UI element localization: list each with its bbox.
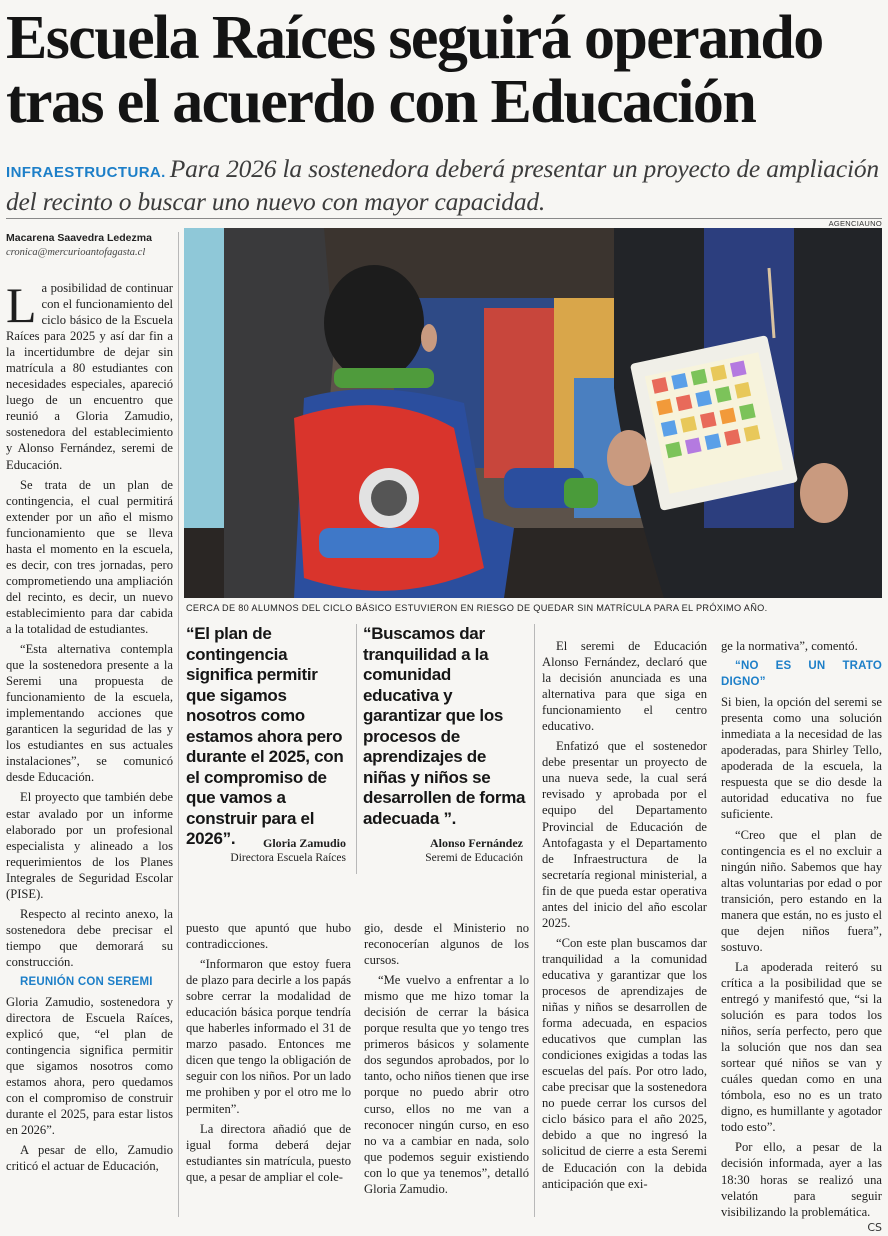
paragraph: “Informaron que estoy fuera de plazo para decirle a los papás sobre cerrar la modalidad de educación básica porque tendría que haberles informado el 31 de marzo pasado. Entonces me dicen que tengo la obligación de seguir con los niños. Por un lado me prohiben y por el otro me lo permiten”. bbox=[186, 957, 351, 1116]
section-kicker: INFRAESTRUCTURA. bbox=[6, 164, 166, 181]
paragraph: Gloria Zamudio, sostenedora y directora de Escuela Raíces, explicó que, “el plan de contingencia significa permitir que sigamos nosotros como estamos ahora, pero quedamos con el compromiso de construir durante el 2025, para estar listos en 2026”. bbox=[6, 995, 173, 1138]
subtitle: Para 2026 la sostenedora deberá presentar un proyecto de ampliación del recinto o buscar uno nuevo con mayor capacidad. bbox=[6, 154, 879, 216]
headline: Escuela Raíces seguirá operando tras el acuerdo con Educación bbox=[6, 4, 823, 136]
paragraph: A pesar de ello, Zamudio criticó el actuar de Educación, bbox=[6, 1143, 173, 1174]
lead-paragraph: La posibilidad de continuar con el funcionamiento del ciclo básico de la Escuela Raíces para 2025 y así dar fin a la incertidumbre de dejar sin matrícula a 80 estudiantes con necesidades especiales, apareció luego de un encuentro que reunió a Gloria Zamudio, sostenedora del establecimiento y Alonso Fernández, seremi de Educación. bbox=[6, 277, 173, 472]
header-rule bbox=[6, 218, 882, 219]
paragraph: gio, desde el Ministerio no reconocerían algunos de los cursos. bbox=[364, 921, 529, 968]
quote-2-role: Seremi de Educación bbox=[425, 852, 523, 864]
paragraph: La apoderada reiteró su crítica a la posibilidad que se entregó y manifestó que, “si la solución es para todos los niños, sería perfecto, pero que la solución que nos dan sea sortear qué niños se van y cuáles quedan como en una tómbola, eso no es un trato digno, es humillante y agotador todo esto”. bbox=[721, 959, 882, 1135]
column-rule bbox=[178, 232, 179, 1217]
quote-1-name: Gloria Zamudio bbox=[262, 836, 346, 850]
quote-2-name: Alonso Fernández bbox=[430, 836, 523, 850]
paragraph: Por ello, a pesar de la decisión informada, ayer a las 18:30 horas se realizó una velatón para seguir visibilizando la problemática. CS bbox=[721, 1139, 882, 1219]
paragraph: Enfatizó que el sostenedor debe presentar un proyecto de una nueva sede, la cual será revisado y aprobada por el equipo del Departamento Provincial de Educación de Antofagasta y el Departamento de Infraestructura de la secretaría regional ministerial, a fin de que pueda estar operativa antes del inicio del año escolar 2025. bbox=[542, 739, 707, 930]
photo-illustration bbox=[184, 228, 882, 598]
paragraph: “Con este plan buscamos dar tranquilidad a la comunidad educativa y garantizar que los procesos de aprendizajes de niñas y niños se desarrollen de forma adecuada, en espacios educativos que cumplan las condiciones exigidas a todas las escuelas del país. Por otro lado, cabe precisar que la sostenedora no puede cerrar los cursos del ciclo básico para el año 2025, debido a que no ingresó la solicitud de cierre a esta Seremi de Educación con la debida anticipación que exi- bbox=[542, 935, 707, 1191]
paragraph: El seremi de Educación Alonso Fernández, declaró que la decisión anunciada es una alternativa para que siga en funcionamiento el centro educativo. bbox=[542, 639, 707, 734]
paragraph: La directora añadió que de igual forma deberá dejar estudiantes sin matrícula, puesto que, a pesar de ampliar el cole- bbox=[186, 1121, 351, 1184]
subheading-reunion: REUNIÓN CON SEREMI bbox=[20, 975, 153, 988]
paragraph: puesto que apuntó que hubo contradicciones. bbox=[186, 921, 351, 952]
deck bbox=[6, 154, 882, 220]
article-column-4 bbox=[542, 638, 707, 1196]
paragraph: “Creo que el plan de contingencia es el no excluir a ningún niño. Sabemos que hay altas voluntarias por edad o por transición, pero estando en la manera que están, no es justo el que dejen niños fuera”, sostuvo. bbox=[721, 827, 882, 954]
article-photo bbox=[184, 228, 882, 598]
paragraph: “Esta alternativa contempla que la sostenedora presente a la Seremi una propuesta de funcionamiento de la escuela, implementando acciones que garanticen la seguridad de las y los estudiantes en sus actuales instalaciones”, se comunicó desde Educación. bbox=[6, 642, 173, 785]
paragraph: ge la normativa”, comentó. bbox=[721, 639, 858, 653]
quote-1-role: Directora Escuela Raíces bbox=[230, 852, 346, 864]
column-rule bbox=[534, 624, 535, 1217]
author-name: Macarena Saavedra Ledezma bbox=[6, 232, 152, 244]
pull-quote-2: “Buscamos dar tranquilidad a la comunidad educativa y garantizar que los procesos de aprendizajes de niñas y niños se desarrollen de forma adecuada ”. bbox=[363, 624, 526, 828]
end-mark: CS bbox=[867, 1220, 882, 1234]
photo-credit: AGENCIAUNO bbox=[828, 219, 882, 228]
article-column-2 bbox=[186, 920, 351, 1189]
photo-caption: CERCA DE 80 ALUMNOS DEL CICLO BÁSICO ESTUVIERON EN RIESGO DE QUEDAR SIN MATRÍCULA PARA EL PRÓXIMO AÑO. bbox=[186, 603, 768, 613]
paragraph: “Me vuelvo a enfrentar a lo mismo que me hizo tomar la decisión de cerrar la básica porque resulta que yo tengo tres primeros básicos y solamente dos segundos aprobados, por lo tanto, ocho niños tienen que irse porque no puedo abrir otro curso, ellos no me van a reconocer ningún curso, en eso no va a cambiar en nada, solo que podemos seguir existiendo con lo que ya tenemos”, detalló Gloria Zamudio. bbox=[364, 973, 529, 1196]
article-column-3 bbox=[364, 920, 529, 1201]
paragraph: Si bien, la opción del seremi se presenta como una solución inmediata a la necesidad de las apoderadas, para Shirley Tello, apoderada de la escuela, la respuesta que se dio desde la autoridad educativa no fue suficiente. bbox=[721, 695, 882, 822]
column-rule bbox=[356, 624, 357, 874]
article-column-1 bbox=[6, 277, 173, 1179]
article-column-5 bbox=[721, 638, 882, 1236]
paragraph: Respecto al recinto anexo, la sostenedora debe precisar el tiempo que demorará su construcción. bbox=[6, 906, 173, 969]
paragraph: El proyecto que también debe estar avalado por un informe elaborado por un profesional especialista y alineado a los requerimientos de los Planes Integrales de Seguridad Escolar (PISE). bbox=[6, 790, 173, 901]
subheading-trato-digno: “NO ES UN TRATO DIGNO” bbox=[721, 660, 882, 689]
byline bbox=[6, 232, 174, 258]
drop-cap: L bbox=[6, 277, 37, 333]
paragraph: Se trata de un plan de contingencia, el cual permitirá extender por un año el mismo funcionamiento que se lleva hasta el momento en la escuela, es decir, con tres jornadas, pero comprometiendo una ampliación del recinto, es decir, un nuevo establecimiento para dar cabida a la totalidad de estudiantes. bbox=[6, 477, 173, 636]
pull-quote-1: “El plan de contingencia significa permitir que sigamos nosotros como estamos ahora pero durante el 2025, con el compromiso de que vamos a construir para el 2026”. bbox=[186, 624, 344, 848]
author-email[interactable]: cronica@mercurioantofagasta.cl bbox=[6, 247, 146, 258]
